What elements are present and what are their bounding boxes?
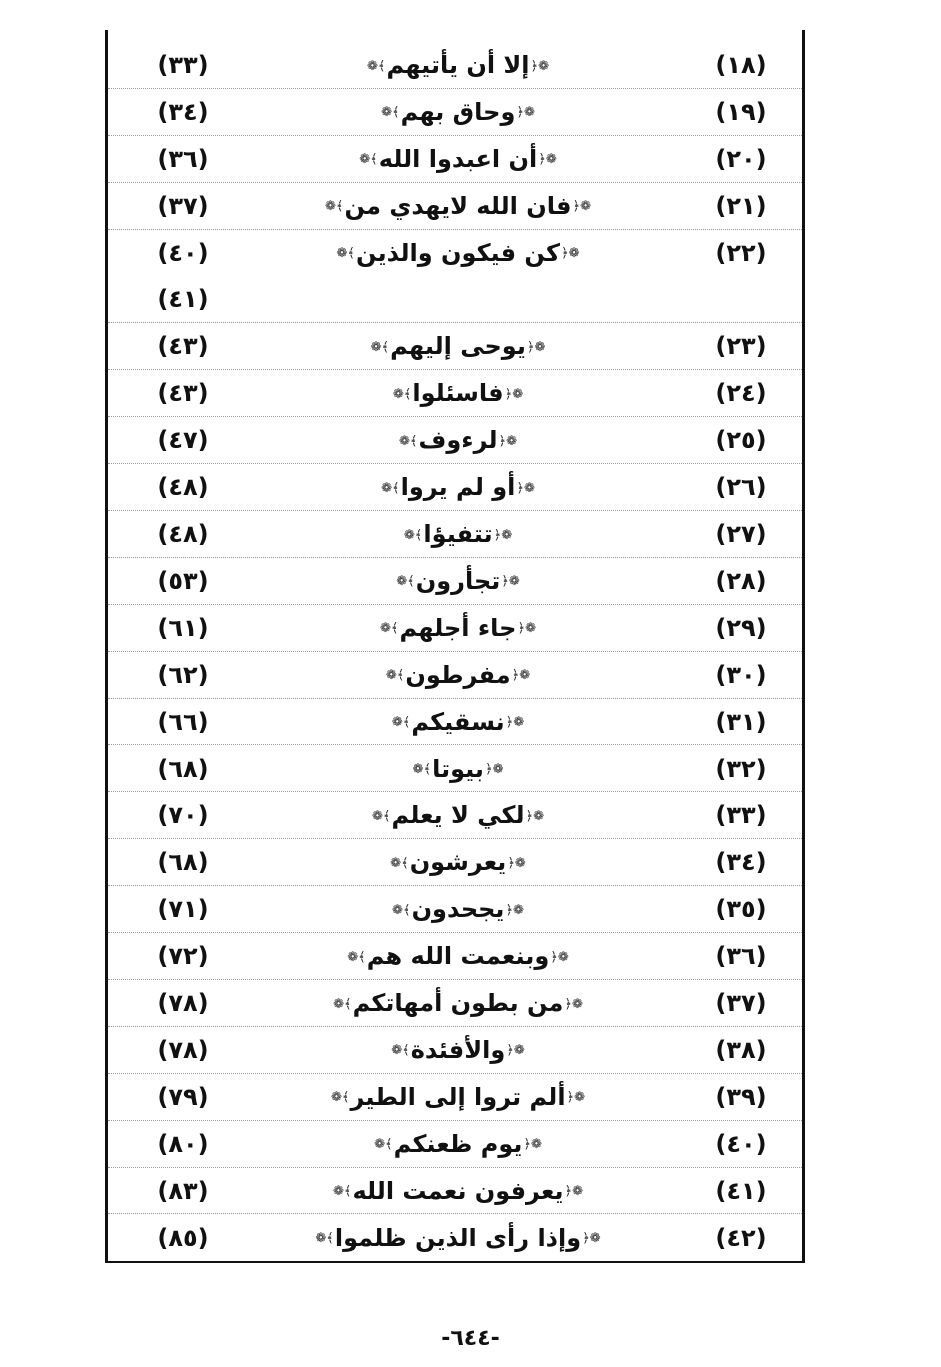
quran-phrase [258, 230, 658, 276]
ornate-close-bracket-icon: ﴾❁ [325, 199, 344, 215]
entry-number: (٤١) [715, 1176, 767, 1205]
quran-phrase [258, 417, 658, 463]
ornate-open-bracket-icon: ❁﴿ [493, 527, 513, 543]
page-reference: (٤٧) [157, 426, 209, 455]
quran-phrase [258, 1215, 658, 1261]
phrase-text: يجحدون [411, 895, 505, 924]
entry-number: (٢٩) [715, 613, 767, 642]
page-reference: (٨٣) [157, 1176, 209, 1205]
quran-phrase [258, 746, 658, 792]
entry-number: (٢٤) [715, 379, 767, 408]
table-row [108, 370, 802, 417]
page-reference: (٣٦) [157, 144, 209, 173]
entry-number: (٢١) [715, 191, 767, 220]
phrase-text: من بطون أمهاتكم [352, 989, 564, 1017]
page-reference: (٧٠) [157, 801, 209, 830]
ornate-close-bracket-icon: ﴾❁ [374, 1137, 393, 1153]
page-reference: (٧١) [157, 895, 209, 924]
ornate-close-bracket-icon: ﴾❁ [412, 762, 432, 777]
entry-number: (٣٢) [715, 754, 767, 783]
table-row [108, 1121, 802, 1168]
table-row [108, 1215, 802, 1262]
ornate-open-bracket-icon: ❁﴿ [498, 433, 518, 449]
entry-number: (٢٣) [715, 332, 767, 361]
entry-number: (٣٩) [715, 1082, 767, 1111]
ornate-close-bracket-icon: ﴾❁ [390, 855, 409, 871]
page-reference: (٦٨) [157, 848, 209, 877]
ornate-open-bracket-icon: ❁﴿ [516, 480, 535, 496]
phrase-text: والأفئدة [410, 1035, 506, 1064]
ornate-open-bracket-icon: ❁﴿ [504, 386, 524, 402]
ornate-open-bracket-icon: ❁﴿ [526, 339, 546, 355]
table-row [108, 417, 802, 464]
phrase-text: كن فيكون والذين [356, 238, 560, 267]
quran-phrase [258, 1168, 658, 1214]
quran-phrase [258, 558, 658, 604]
ornate-close-bracket-icon: ﴾❁ [385, 668, 405, 684]
entry-number: (٣٥) [715, 895, 767, 924]
table-row [108, 42, 802, 89]
phrase-text: إلا أن يأتيهم [386, 51, 530, 79]
page-reference: (٦٦) [157, 707, 209, 736]
quran-phrase [258, 42, 658, 88]
ornate-open-bracket-icon: ❁﴿ [505, 715, 525, 731]
phrase-text: وبنعمت الله هم [366, 942, 550, 971]
quran-phrase [258, 464, 658, 510]
page-reference: (٧٩) [157, 1082, 209, 1111]
ornate-close-bracket-icon: ﴾❁ [371, 808, 391, 824]
table-row [108, 511, 802, 558]
entry-number: (٢٠) [715, 144, 767, 173]
phrase-text: نسقيكم [411, 707, 505, 736]
ornate-open-bracket-icon: ❁﴿ [530, 58, 550, 74]
ornate-open-bracket-icon: ❁﴿ [564, 996, 583, 1012]
quran-phrase [258, 980, 658, 1026]
phrase-text: يوحى إليهم [390, 332, 526, 361]
ornate-open-bracket-icon: ❁﴿ [523, 1137, 542, 1153]
quran-phrase [258, 183, 658, 229]
table-row [108, 980, 802, 1027]
phrase-text: أو لم يروا [400, 473, 516, 502]
ornate-close-bracket-icon: ﴾❁ [366, 58, 386, 74]
ornate-close-bracket-icon: ﴾❁ [330, 1090, 350, 1106]
ornate-close-bracket-icon: ﴾❁ [315, 1231, 334, 1246]
ornate-open-bracket-icon: ❁﴿ [564, 1184, 584, 1200]
entry-number: (١٩) [715, 97, 767, 126]
quran-phrase [258, 839, 658, 885]
quran-phrase [258, 605, 658, 651]
phrase-text: وحاق بهم [400, 97, 516, 126]
quran-phrase [258, 1027, 658, 1073]
entry-number: (٣٣) [715, 801, 767, 830]
quran-phrase [258, 370, 658, 416]
entry-number: (٢٨) [715, 566, 767, 595]
quran-phrase [258, 933, 658, 979]
ornate-open-bracket-icon: ❁﴿ [550, 949, 569, 965]
ornate-close-bracket-icon: ﴾❁ [381, 105, 400, 121]
quran-phrase [258, 323, 658, 369]
phrase-text: لرءوف [418, 426, 498, 455]
entry-number: (٢٥) [715, 426, 767, 455]
ornate-open-bracket-icon: ❁﴿ [506, 1043, 525, 1059]
phrase-text: جاء أجلهم [399, 613, 517, 642]
page-number: -٦٤٤- [441, 1326, 500, 1351]
table-row [108, 1074, 802, 1121]
ornate-close-bracket-icon: ﴾❁ [391, 1043, 410, 1059]
table-row [108, 89, 802, 136]
ornate-close-bracket-icon: ﴾❁ [359, 152, 378, 168]
quran-phrase [258, 652, 658, 698]
ornate-open-bracket-icon: ❁﴿ [484, 762, 504, 777]
table-row [108, 605, 802, 652]
table-row [108, 323, 802, 370]
table-row [108, 886, 802, 933]
entry-number: (٣٨) [715, 1035, 767, 1064]
ornate-open-bracket-icon: ❁﴿ [582, 1231, 601, 1246]
ornate-close-bracket-icon: ﴾❁ [403, 527, 423, 543]
ornate-close-bracket-icon: ﴾❁ [333, 996, 352, 1012]
ornate-close-bracket-icon: ﴾❁ [396, 574, 415, 590]
page-reference: (٤١) [157, 284, 209, 313]
entry-number: (٢٧) [715, 520, 767, 548]
page-reference: (٧٢) [157, 942, 209, 971]
page-reference: (٦٨) [157, 754, 209, 783]
quran-phrase [258, 886, 658, 932]
table-row [108, 230, 802, 324]
table-row [108, 558, 802, 605]
phrase-text: تتفيؤا [423, 520, 493, 548]
phrase-text: ألم تروا إلى الطير [350, 1082, 566, 1111]
ornate-close-bracket-icon: ﴾❁ [370, 339, 390, 355]
ornate-open-bracket-icon: ❁﴿ [505, 902, 524, 918]
ornate-close-bracket-icon: ﴾❁ [347, 949, 366, 965]
page-reference: (٧٨) [157, 989, 209, 1017]
entry-number: (٣٦) [715, 942, 767, 971]
phrase-text: يعرفون نعمت الله [352, 1176, 564, 1205]
quran-phrase [258, 699, 658, 745]
table-row [108, 1027, 802, 1074]
ornate-open-bracket-icon: ❁﴿ [516, 105, 535, 121]
quran-phrase [258, 1121, 658, 1167]
quran-phrase [258, 136, 658, 182]
entry-number: (٢٢) [715, 238, 767, 267]
phrase-text: فاسئلوا [412, 379, 504, 408]
quran-phrase [258, 511, 658, 557]
entry-number: (٣٠) [715, 660, 767, 689]
entry-number: (٣١) [715, 707, 767, 736]
ornate-open-bracket-icon: ❁﴿ [517, 621, 536, 637]
ornate-open-bracket-icon: ❁﴿ [511, 668, 531, 684]
index-table [105, 30, 805, 1263]
page-reference: (٤٣) [157, 379, 209, 408]
ornate-open-bracket-icon: ❁﴿ [507, 855, 526, 871]
page-reference: (٤٣) [157, 332, 209, 361]
ornate-close-bracket-icon: ﴾❁ [398, 433, 418, 449]
table-row [108, 183, 802, 230]
quran-phrase [258, 792, 658, 838]
entry-number: (٢٦) [715, 473, 767, 502]
page-reference: (٥٣) [157, 566, 209, 595]
ornate-close-bracket-icon: ﴾❁ [392, 386, 412, 402]
phrase-text: فان الله لايهدي من [344, 191, 572, 220]
quran-phrase [258, 89, 658, 135]
page-reference: (٣٤) [157, 97, 209, 126]
phrase-text: يعرشون [409, 848, 507, 877]
ornate-open-bracket-icon: ❁﴿ [566, 1090, 586, 1106]
ornate-close-bracket-icon: ﴾❁ [336, 246, 356, 262]
page-reference: (٧٨) [157, 1035, 209, 1064]
page-reference: (٣٧) [157, 191, 209, 220]
table-row [108, 699, 802, 746]
ornate-close-bracket-icon: ﴾❁ [391, 715, 411, 731]
phrase-text: تجأرون [415, 566, 501, 595]
ornate-open-bracket-icon: ❁﴿ [572, 199, 591, 215]
phrase-text: بيوتا [432, 754, 484, 783]
page-reference: (٤٨) [157, 520, 209, 548]
table-row [108, 464, 802, 511]
phrase-text: يوم ظعنكم [393, 1129, 523, 1158]
phrase-text: مفرطون [405, 660, 511, 689]
quran-phrase [258, 1074, 658, 1120]
page-reference: (٨٠) [157, 1129, 209, 1158]
entry-number: (١٨) [715, 51, 767, 79]
entry-number: (٤٠) [715, 1129, 767, 1158]
ornate-open-bracket-icon: ❁﴿ [560, 246, 580, 262]
ornate-close-bracket-icon: ﴾❁ [392, 902, 411, 918]
ornate-close-bracket-icon: ﴾❁ [381, 480, 400, 496]
table-row [108, 652, 802, 699]
page-reference: (٤٨) [157, 473, 209, 502]
table-row [108, 933, 802, 980]
entry-number: (٣٤) [715, 848, 767, 877]
entry-number: (٣٧) [715, 989, 767, 1017]
page-reference: (٦٢) [157, 660, 209, 689]
table-row [108, 1168, 802, 1215]
page-reference: (٦١) [157, 613, 209, 642]
table-row [108, 746, 802, 793]
page-reference: (٤٠) [157, 238, 209, 267]
table-row [108, 136, 802, 183]
ornate-close-bracket-icon: ﴾❁ [380, 621, 399, 637]
entry-number: (٤٢) [715, 1223, 767, 1252]
ornate-close-bracket-icon: ﴾❁ [332, 1184, 352, 1200]
phrase-text: وإذا رأى الذين ظلموا [334, 1223, 582, 1252]
table-row [108, 839, 802, 886]
ornate-open-bracket-icon: ❁﴿ [538, 152, 557, 168]
phrase-text: أن اعبدوا الله [378, 144, 538, 173]
phrase-text: لكي لا يعلم [391, 801, 525, 830]
ornate-open-bracket-icon: ❁﴿ [501, 574, 520, 590]
page-reference: (٨٥) [157, 1223, 209, 1252]
table-row [108, 792, 802, 839]
page-reference: (٣٣) [157, 51, 209, 79]
ornate-open-bracket-icon: ❁﴿ [525, 808, 545, 824]
